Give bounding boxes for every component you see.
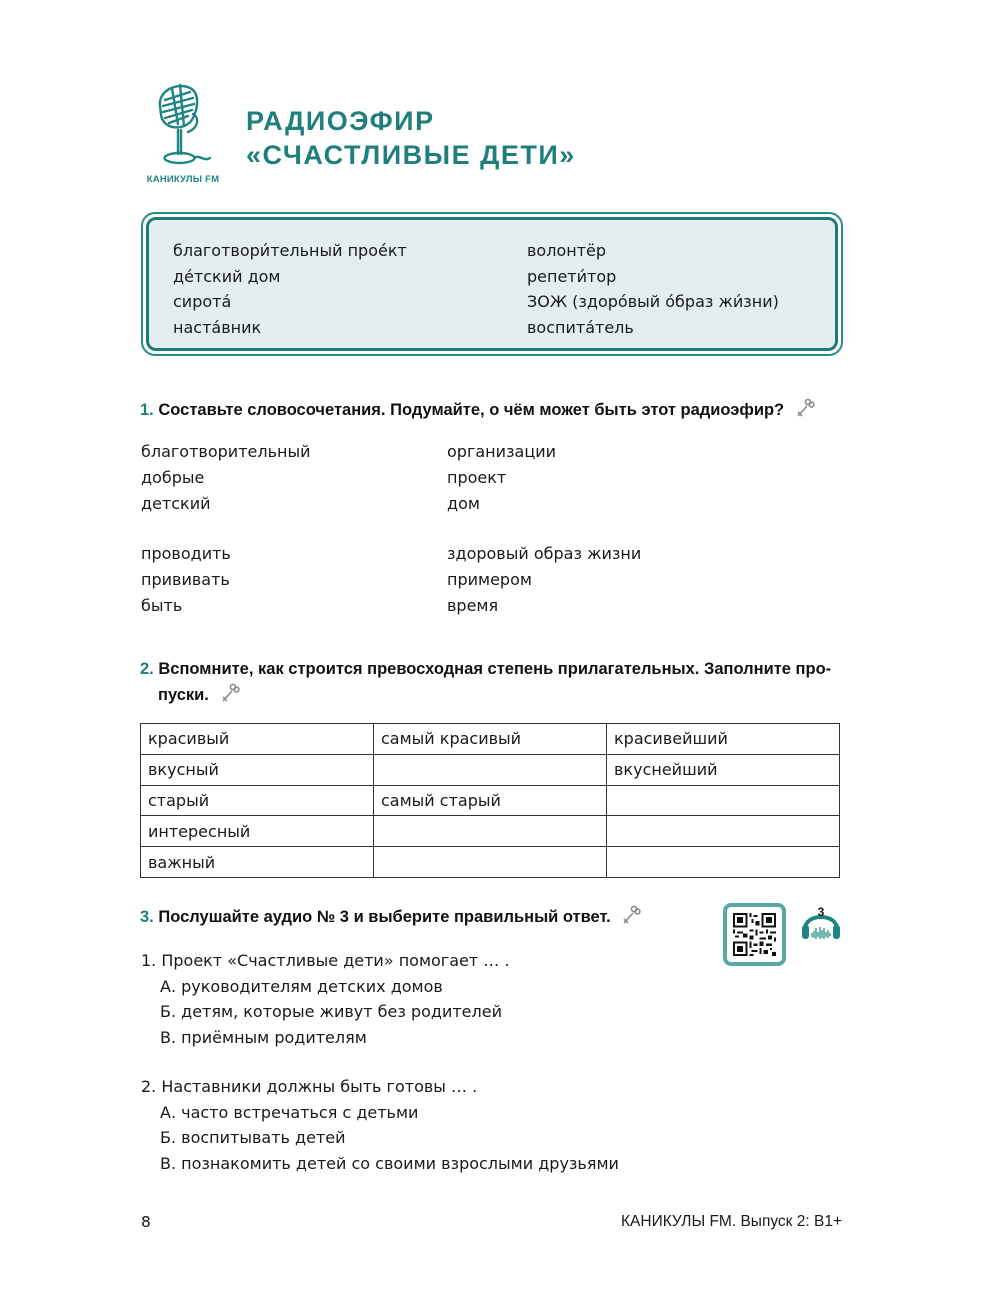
word: примером	[447, 569, 532, 589]
vocab-item: наста́вник	[173, 317, 262, 337]
audio-track-number: 3	[817, 905, 825, 919]
table-cell[interactable]: вкуснейший	[607, 754, 840, 785]
table-cell-blank[interactable]	[607, 785, 840, 816]
table-cell: старый	[141, 785, 374, 816]
vocab-item: воспита́тель	[527, 317, 634, 337]
question-stem: 2. Наставники должны быть готовы … .	[141, 1077, 478, 1096]
vocab-item: сирота́	[173, 292, 232, 311]
vocab-item: волонтёр	[527, 241, 607, 260]
adjectives-table	[140, 723, 840, 878]
table-cell[interactable]: самый красивый	[374, 724, 607, 755]
task-1-group-2-right	[447, 541, 641, 618]
kanikuly-fm-logo	[138, 78, 228, 190]
word: проект	[447, 467, 507, 487]
qr-code-icon	[733, 913, 776, 956]
table-row	[141, 754, 840, 785]
key-icon	[621, 905, 641, 930]
table-cell: вкусный	[141, 754, 374, 785]
vocab-item: ЗОЖ (здоро́вый о́браз жи́зни)	[527, 292, 779, 311]
task-1-group-1-left	[141, 439, 311, 516]
title-line-2: «СЧАСТЛИВЫЕ ДЕТИ»	[246, 140, 576, 170]
answer-option-b[interactable]: Б. детям, которые живут без родителей	[160, 1002, 502, 1022]
table-cell-blank[interactable]	[374, 816, 607, 847]
microphone-icon	[138, 78, 228, 170]
task-1-group-1-right	[447, 439, 556, 516]
table-row	[141, 847, 840, 878]
qr-code[interactable]	[723, 903, 786, 966]
question-stem: 1. Проект «Счастливые дети» помогает … .	[141, 951, 510, 970]
table-cell-blank[interactable]	[607, 847, 840, 878]
word: проводить	[141, 544, 231, 563]
answer-option-b[interactable]: Б. воспитывать детей	[160, 1128, 346, 1148]
answer-option-v[interactable]: В. приёмным родителям	[160, 1027, 367, 1047]
table-row	[141, 816, 840, 847]
task-text: Послушайте аудио № 3 и выберите правильный ответ.	[158, 908, 611, 926]
task-2-heading	[140, 656, 843, 711]
table-cell: интересный	[141, 816, 374, 847]
task-number: 3.	[140, 908, 154, 926]
vocab-item: репети́тор	[527, 266, 617, 286]
vocabulary-left-column	[173, 238, 407, 340]
task-1-group-2-left	[141, 541, 231, 618]
word: благотворительный	[141, 442, 311, 461]
table-cell[interactable]: самый старый	[374, 785, 607, 816]
task-number: 1.	[140, 401, 154, 419]
task-1-heading	[140, 398, 815, 423]
table-cell-blank[interactable]	[607, 816, 840, 847]
logo-caption: КАНИКУЛЫ FM	[146, 174, 220, 185]
vocabulary-right-column	[527, 238, 779, 340]
book-title: КАНИКУЛЫ FM. Выпуск 2: B1+	[621, 1213, 842, 1230]
word: время	[447, 595, 499, 615]
table-cell: красивый	[141, 724, 374, 755]
table-row	[141, 724, 840, 755]
key-icon	[795, 398, 815, 423]
headphones-icon	[800, 903, 842, 943]
word: быть	[141, 595, 183, 615]
table-cell: важный	[141, 847, 374, 878]
task-number: 2.	[140, 660, 154, 678]
table-cell-blank[interactable]	[374, 847, 607, 878]
audio-track-button[interactable]	[800, 903, 842, 943]
table-cell[interactable]: красивейший	[607, 724, 840, 755]
question-1	[141, 948, 509, 1050]
word: прививать	[141, 569, 230, 589]
title-line-1: РАДИОЭФИР	[246, 106, 435, 136]
task-text-line-2: пуски.	[158, 686, 209, 704]
answer-option-a[interactable]: А. часто встречаться с детьми	[160, 1102, 419, 1122]
page-title	[246, 104, 576, 172]
task-3-heading	[140, 905, 641, 930]
answer-option-v[interactable]: В. познакомить детей со своими взрослыми друзьями	[160, 1153, 619, 1173]
word: детский	[141, 493, 211, 513]
word: организации	[447, 442, 557, 461]
word: дом	[447, 493, 480, 513]
task-text-line-1: Вспомните, как строится превосходная степень прилагательных. Заполните про-	[158, 660, 832, 678]
page-number: 8	[141, 1213, 151, 1231]
question-2	[141, 1074, 619, 1176]
word: здоровый образ жизни	[447, 544, 642, 563]
vocab-item: де́тский дом	[173, 266, 281, 286]
answer-option-a[interactable]: А. руководителям детских домов	[160, 976, 443, 996]
table-row	[141, 785, 840, 816]
task-text: Составьте словосочетания. Подумайте, о чём может быть этот радиоэфир?	[158, 401, 785, 419]
vocab-item: благотвори́тельный прое́кт	[173, 241, 407, 260]
vocabulary-box	[141, 212, 843, 356]
table-cell-blank[interactable]	[374, 754, 607, 785]
key-icon	[220, 683, 240, 711]
word: добрые	[141, 467, 205, 487]
